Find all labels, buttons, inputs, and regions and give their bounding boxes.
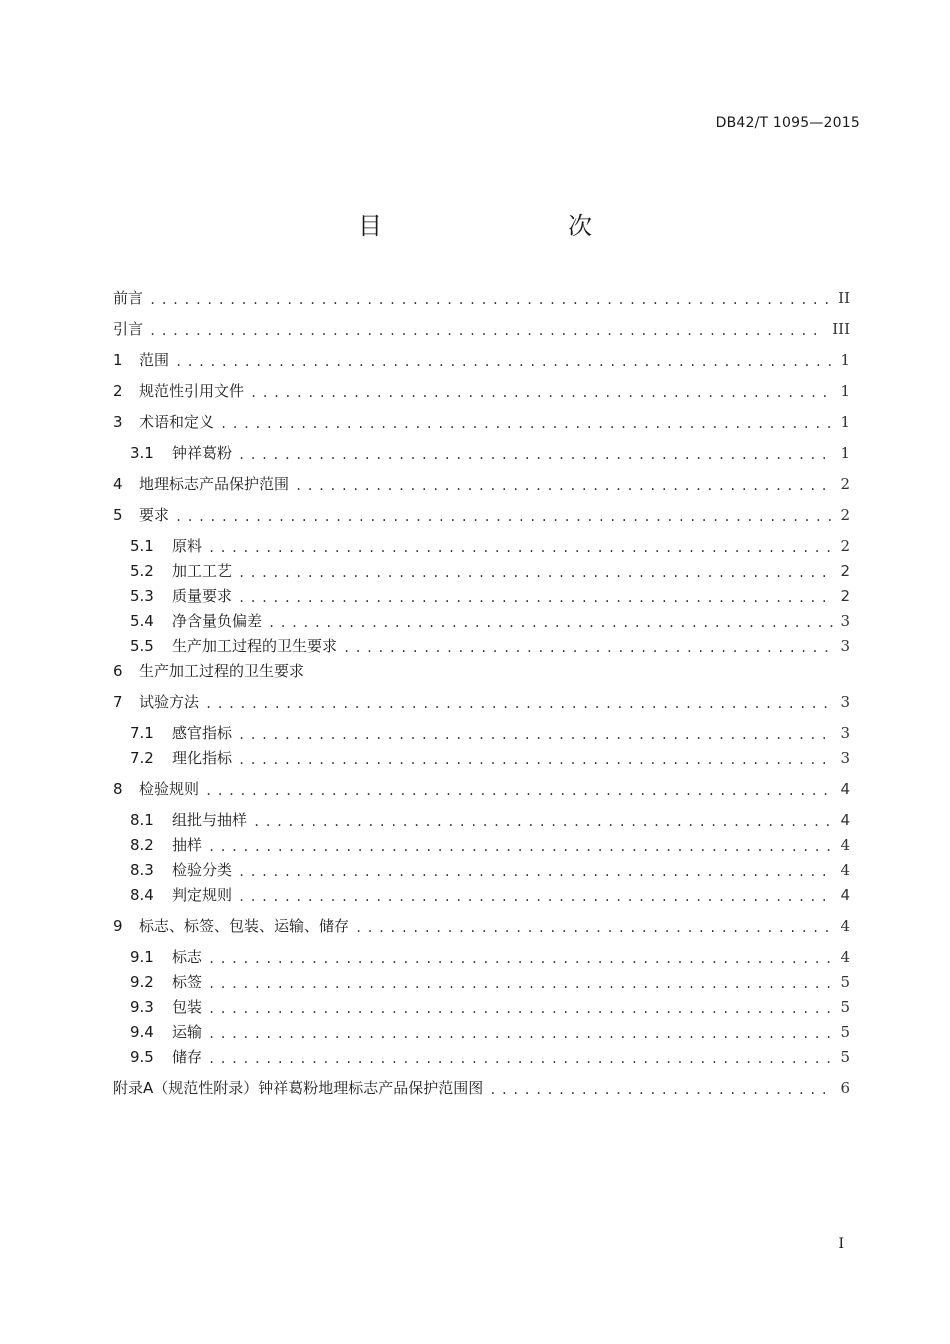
toc-entry[interactable]	[130, 1046, 850, 1068]
toc-entry-page: 6	[840, 1079, 850, 1097]
toc-entry-label: 质量要求	[172, 587, 233, 605]
toc-entry-number: 5.4	[130, 612, 154, 630]
dot-leader	[205, 695, 834, 713]
dot-leader	[238, 446, 834, 464]
toc-entry-page: III	[832, 320, 850, 338]
toc-entry-number: 9	[113, 917, 123, 935]
toc-entry-number: 8.1	[130, 811, 154, 829]
dot-leader	[208, 1025, 834, 1043]
toc-entry-number: 2	[113, 382, 123, 400]
dot-leader	[238, 751, 834, 769]
toc-entry-label: 标志	[172, 948, 203, 966]
toc-entry[interactable]	[113, 915, 850, 937]
toc-entry[interactable]	[130, 442, 850, 464]
toc-entry-page: 2	[840, 562, 850, 580]
toc-entry[interactable]	[130, 996, 850, 1018]
toc-entry-page: 5	[840, 973, 850, 991]
dot-leader	[208, 838, 834, 856]
toc-entry-label: 判定规则	[172, 886, 233, 904]
toc-entry-label: 标志、标签、包装、运输、储存	[139, 917, 350, 935]
toc-entry-number: 7.1	[130, 724, 154, 742]
toc-entry-page: 5	[840, 1048, 850, 1066]
toc-entry-page: 3	[840, 724, 850, 742]
toc-entry[interactable]	[113, 380, 850, 402]
dot-leader	[238, 564, 834, 582]
toc-entry[interactable]	[113, 660, 850, 682]
dot-leader	[355, 919, 834, 937]
dot-leader	[250, 384, 834, 402]
toc-entry-number: 9.4	[130, 1023, 154, 1041]
toc-entry-label: 钟祥葛粉	[172, 444, 233, 462]
toc-entry-label: 理化指标	[172, 749, 233, 767]
toc-entry-label: 引言	[113, 320, 144, 338]
toc-entry-page: 4	[840, 886, 850, 904]
toc-entry-number: 9.1	[130, 948, 154, 966]
toc-entry[interactable]	[113, 473, 850, 495]
toc-entry-label: 抽样	[172, 836, 203, 854]
toc-entry[interactable]	[130, 884, 850, 906]
dot-leader	[238, 726, 834, 744]
toc-entry-label: 原料	[172, 537, 203, 555]
toc-entry[interactable]	[113, 504, 850, 526]
toc-entry-label: 组批与抽样	[172, 811, 248, 829]
toc-entry-page: 2	[840, 475, 850, 493]
toc-entry[interactable]	[130, 610, 850, 632]
toc-entry-label: 生产加工过程的卫生要求	[172, 637, 338, 655]
toc-entry[interactable]	[113, 287, 850, 309]
dot-leader	[175, 508, 834, 526]
toc-entry-label: 净含量负偏差	[172, 612, 263, 630]
toc-entry[interactable]	[130, 635, 850, 657]
dot-leader	[343, 639, 834, 657]
dot-leader	[238, 863, 834, 881]
toc-entry-page: 5	[840, 1023, 850, 1041]
toc-entry-label: 生产加工过程的卫生要求	[139, 662, 305, 680]
dot-leader	[220, 415, 834, 433]
toc-entry-page: 4	[840, 948, 850, 966]
toc-entry-number: 3.1	[130, 444, 154, 462]
dot-leader	[489, 1081, 834, 1099]
dot-leader	[295, 477, 834, 495]
toc-entry-page: 3	[840, 612, 850, 630]
toc-entry-label: 感官指标	[172, 724, 233, 742]
toc-entry[interactable]	[113, 1077, 850, 1099]
toc-entry-number: 8	[113, 780, 123, 798]
toc-entry-number: 5.5	[130, 637, 154, 655]
toc-entry[interactable]	[130, 971, 850, 993]
toc-entry-page: 2	[840, 506, 850, 524]
toc-entry-number: 8.4	[130, 886, 154, 904]
toc-entry[interactable]	[130, 722, 850, 744]
toc-entry-label: 附录A（规范性附录）钟祥葛粉地理标志产品保护范围图	[113, 1079, 484, 1097]
toc-entry-label: 包装	[172, 998, 203, 1016]
page-number: I	[838, 1236, 844, 1252]
dot-leader	[205, 782, 834, 800]
toc-entry-number: 7.2	[130, 749, 154, 767]
toc-entry-page: 4	[840, 780, 850, 798]
toc-entry-page: 3	[840, 637, 850, 655]
toc-entry-page: II	[838, 289, 850, 307]
toc-entry-label: 要求	[139, 506, 170, 524]
dot-leader	[175, 353, 834, 371]
toc-entry-number: 3	[113, 413, 123, 431]
toc-entry-page: 2	[840, 587, 850, 605]
toc-entry-number: 9.2	[130, 973, 154, 991]
toc-entry-label: 运输	[172, 1023, 203, 1041]
toc-entry-label: 前言	[113, 289, 144, 307]
toc-entry-label: 术语和定义	[139, 413, 215, 431]
toc-entry-number: 5	[113, 506, 123, 524]
toc-entry-page: 5	[840, 998, 850, 1016]
toc-entry-number: 8.2	[130, 836, 154, 854]
toc-entry-label: 检验分类	[172, 861, 233, 879]
toc-entry[interactable]	[113, 349, 850, 371]
toc-entry-page: 1	[840, 444, 850, 462]
toc-entry[interactable]	[130, 834, 850, 856]
toc-entry-page: 4	[840, 836, 850, 854]
dot-leader	[149, 322, 826, 340]
toc-entry[interactable]	[113, 691, 850, 713]
toc-entry-label: 地理标志产品保护范围	[139, 475, 290, 493]
toc-entry[interactable]	[130, 585, 850, 607]
toc-entry-number: 9.3	[130, 998, 154, 1016]
dot-leader	[208, 539, 834, 557]
toc-entry[interactable]	[130, 560, 850, 582]
dot-leader	[208, 1000, 834, 1018]
document-code: DB42/T 1095—2015	[715, 115, 860, 131]
dot-leader	[149, 291, 832, 309]
toc-entry-page: 4	[840, 861, 850, 879]
page-title: 目 次	[358, 212, 638, 240]
dot-leader	[208, 1050, 834, 1068]
toc-entry-number: 1	[113, 351, 123, 369]
toc-entry-number: 4	[113, 475, 123, 493]
toc-entry-number: 5.1	[130, 537, 154, 555]
toc-entry-label: 检验规则	[139, 780, 200, 798]
toc-entry-page: 1	[840, 351, 850, 369]
dot-leader	[253, 813, 834, 831]
toc-entry[interactable]	[130, 809, 850, 831]
dot-leader	[238, 888, 834, 906]
dot-leader	[208, 975, 834, 993]
toc-entry[interactable]	[113, 411, 850, 433]
toc-entry[interactable]	[130, 535, 850, 557]
toc-entry-number: 7	[113, 693, 123, 711]
dot-leader	[208, 950, 834, 968]
toc-entry-page: 2	[840, 537, 850, 555]
toc-entry-number: 8.3	[130, 861, 154, 879]
toc-entry-label: 加工工艺	[172, 562, 233, 580]
toc-entry-number: 5.3	[130, 587, 154, 605]
dot-leader	[238, 589, 834, 607]
toc-entry-page: 3	[840, 749, 850, 767]
toc-entry-page: 4	[840, 917, 850, 935]
toc-entry-label: 试验方法	[139, 693, 200, 711]
toc-entry-number: 6	[113, 662, 123, 680]
toc-entry[interactable]	[130, 946, 850, 968]
toc-entry-page: 1	[840, 413, 850, 431]
toc-entry[interactable]	[130, 859, 850, 881]
dot-leader	[268, 614, 834, 632]
toc-entry-label: 规范性引用文件	[139, 382, 245, 400]
toc-entry-label: 储存	[172, 1048, 203, 1066]
toc-entry-label: 标签	[172, 973, 203, 991]
toc-entry[interactable]	[113, 318, 850, 340]
toc-entry-page: 1	[840, 382, 850, 400]
toc-entry[interactable]	[113, 778, 850, 800]
toc-entry[interactable]	[130, 1021, 850, 1043]
toc-entry-label: 范围	[139, 351, 170, 369]
toc-entry-number: 9.5	[130, 1048, 154, 1066]
toc-entry[interactable]	[130, 747, 850, 769]
toc-entry-number: 5.2	[130, 562, 154, 580]
toc-entry-page: 4	[840, 811, 850, 829]
toc-entry-page: 3	[840, 693, 850, 711]
